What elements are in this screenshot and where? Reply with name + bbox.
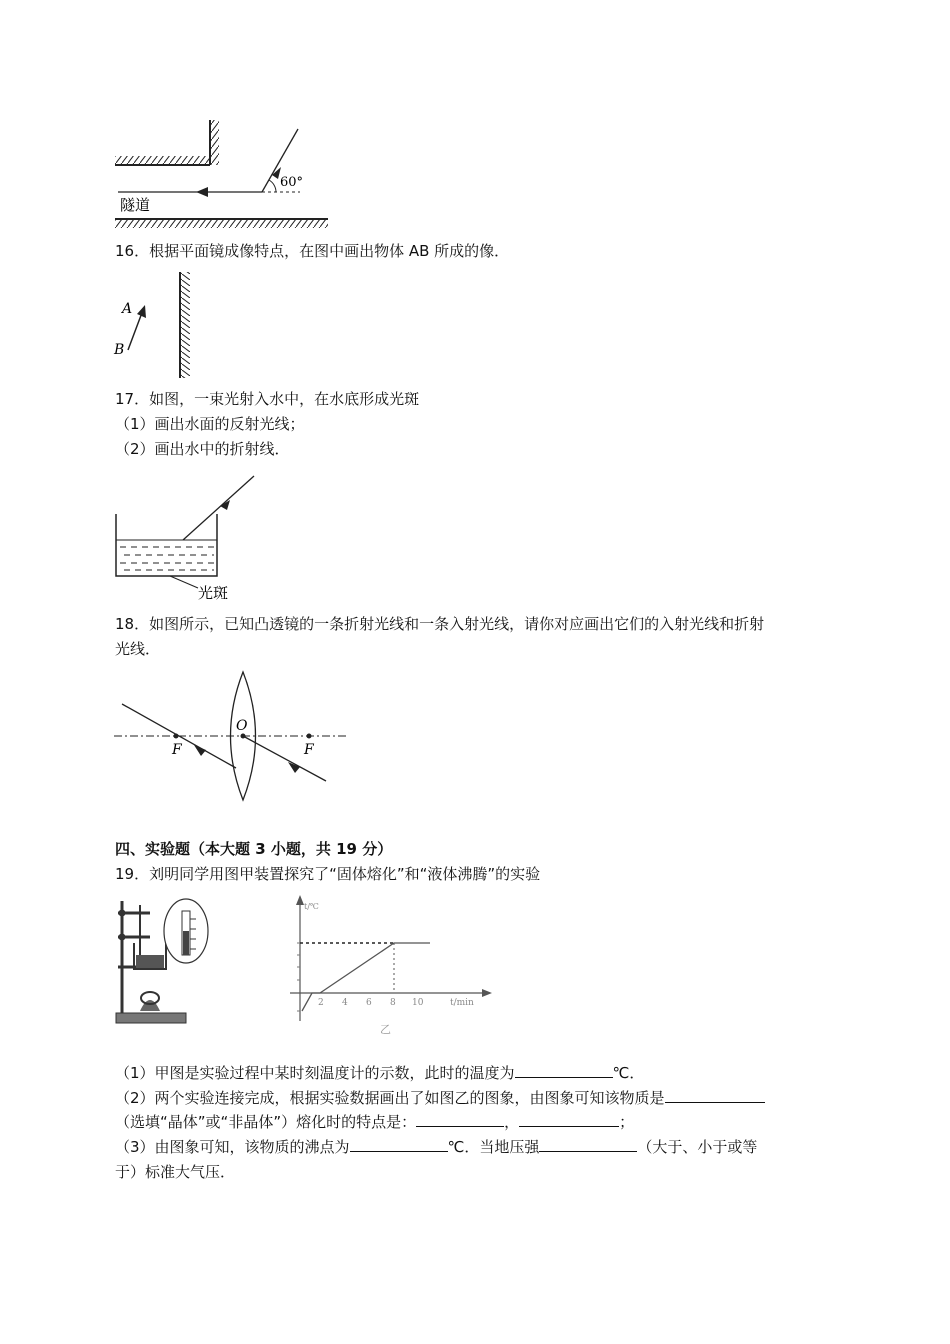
label-o: O [236, 718, 248, 734]
spot-label: 光斑 [198, 584, 229, 602]
q19-sub3-choice: （大于、小于或等 [637, 1138, 758, 1156]
x-tick-10: 10 [412, 998, 424, 1008]
answer-blank-substance-type[interactable] [665, 1088, 765, 1103]
answer-blank-temperature[interactable] [515, 1063, 613, 1078]
label-a: A [122, 301, 133, 317]
question-19-sub2 [115, 1088, 765, 1108]
label-f-left: F [172, 742, 182, 758]
figure-plane-mirror [110, 268, 200, 380]
mirror-hatch [181, 272, 190, 378]
answer-blank-melting-feature-1[interactable] [416, 1112, 504, 1127]
question-17-sub1: （1）画出水面的反射光线； [115, 415, 305, 433]
question-19-sub3 [115, 1137, 757, 1157]
q19-sub1-text: （1）甲图是实验过程中某时刻温度计的示数，此时的温度为 [115, 1064, 515, 1082]
water-dashes [120, 547, 214, 570]
label-f-right: F [304, 742, 314, 758]
figure-b-temperature-graph [280, 893, 500, 1043]
x-tick-2: 2 [318, 998, 324, 1008]
q19-sub3-mid: ℃．当地压强 [447, 1138, 540, 1156]
label-b: B [114, 342, 125, 358]
angle-label: 60° [280, 175, 304, 190]
tunnel-label: 隧道 [120, 196, 151, 214]
ray-through-focus [122, 704, 236, 768]
question-17-text: 17．如图，一束光射入水中，在水底形成光斑 [115, 390, 420, 408]
stand-base [116, 1013, 186, 1023]
figure-b-caption: 乙 [380, 1023, 391, 1036]
beaker [134, 943, 166, 969]
question-19-sub2-cont [115, 1112, 634, 1132]
q19-sub2-text: （2）两个实验连接完成，根据实验数据画出了如图乙的图象，由图象可知该物质是 [115, 1089, 665, 1107]
alcohol-burner [140, 992, 160, 1011]
q19-sub1-unit: ℃． [612, 1064, 645, 1082]
x-tick-6: 6 [366, 998, 372, 1008]
figure-convex-lens [110, 668, 350, 804]
q19-sub2-end: ； [619, 1113, 635, 1131]
figure-water-container [110, 470, 270, 604]
answer-blank-melting-feature-2[interactable] [519, 1112, 619, 1127]
question-18-line2: 光线． [115, 640, 161, 658]
x-tick-8: 8 [390, 998, 396, 1008]
section-4-title: 四、实验题（本大题 3 小题，共 19 分） [115, 840, 393, 858]
x-tick-labels [318, 998, 474, 1008]
answer-blank-boiling-point[interactable] [350, 1137, 448, 1152]
tunnel-upper-wall [115, 120, 219, 165]
spot-pointer [170, 576, 198, 588]
figure-a-apparatus [110, 893, 220, 1043]
q19-sub2-cont-text: （选填“晶体”或“非晶体”）熔化时的特点是： [115, 1113, 417, 1131]
question-17-sub2: （2）画出水中的折射线． [115, 440, 290, 458]
q19-sub2-separator: ， [504, 1113, 520, 1131]
x-axis-label: t/min [450, 998, 474, 1008]
focal-point-right [307, 734, 312, 739]
incident-light-ray [183, 476, 254, 540]
q19-sub3-text: （3）由图象可知，该物质的沸点为 [115, 1138, 350, 1156]
question-19-sub3-cont: 于）标准大气压． [115, 1163, 236, 1181]
question-18-line1: 18．如图所示，已知凸透镜的一条折射光线和一条入射光线，请你对应画出它们的入射光线和折射 [115, 615, 765, 633]
question-19-text: 19．刘明同学用图甲装置探究了“固体熔化”和“液体沸腾”的实验 [115, 865, 541, 883]
figure-tunnel-reflection [110, 115, 340, 235]
x-tick-4: 4 [342, 998, 348, 1008]
question-19-sub1 [115, 1063, 644, 1083]
y-axis-label: t/℃ [304, 902, 319, 911]
answer-blank-pressure[interactable] [539, 1137, 637, 1152]
tunnel-floor [115, 219, 328, 228]
thermometer-magnified [164, 899, 208, 963]
angle-arc [269, 180, 276, 192]
question-16-text: 16．根据平面镜成像特点，在图中画出物体 AB 所成的像． [115, 242, 510, 260]
